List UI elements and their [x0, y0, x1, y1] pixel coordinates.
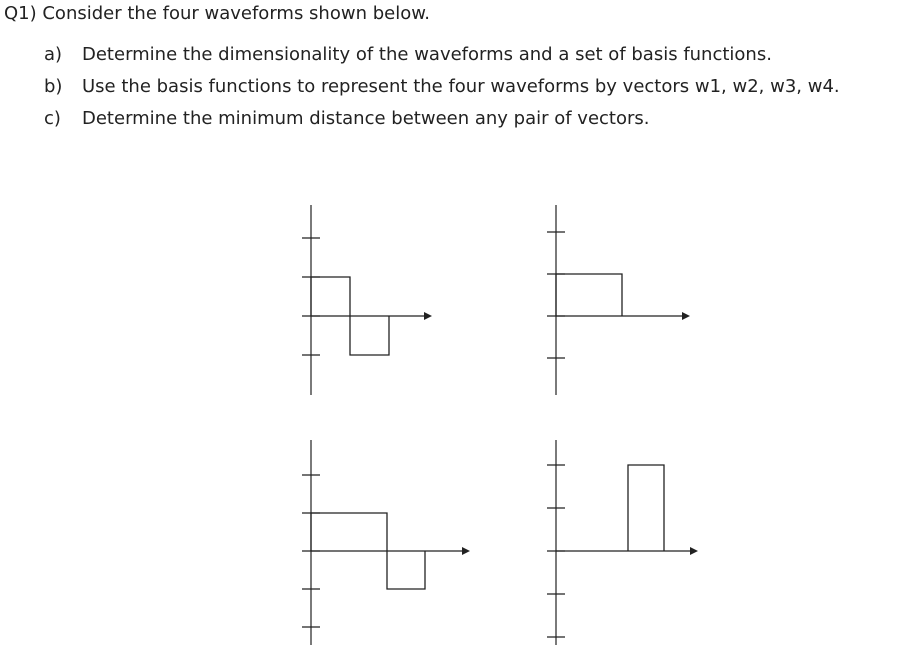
part-a-text: Determine the dimensionality of the waveforms and a set of basis functions.: [82, 44, 772, 65]
part-b-text: Use the basis functions to represent the four waveforms by vectors w1, w2, w3, w4.: [82, 76, 840, 97]
part-c-label: c): [44, 108, 61, 129]
part-b-label: b): [44, 76, 63, 97]
plot4-x-arrow: [690, 547, 698, 555]
question-title: Q1) Consider the four waveforms shown below.: [4, 3, 430, 24]
plot3-x-arrow: [462, 547, 470, 555]
part-a-label: a): [44, 44, 63, 65]
plot2-x-arrow: [682, 312, 690, 320]
part-c-text: Determine the minimum distance between any pair of vectors.: [82, 108, 650, 129]
plot4-waveform: [628, 465, 664, 551]
plot1-x-arrow: [424, 312, 432, 320]
plot2-waveform: [556, 274, 622, 316]
